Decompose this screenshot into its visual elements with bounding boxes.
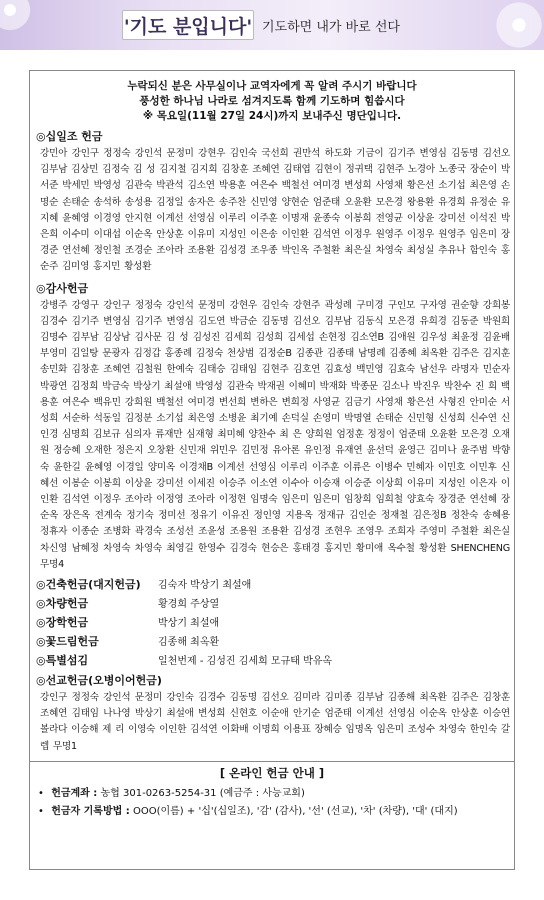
flower-offering-row (36, 633, 514, 649)
method-line (38, 802, 514, 817)
intro-line-3: ※ 목요일(11월 27일 24시)까지 보내주신 명단입니다. (142, 110, 402, 122)
tithe-names: 강민아 강인구 정정숙 강인석 문정미 강현우 김인숙 국선희 권만석 하도화 기금이 김기주 변영심 김동명 김선오 김부남 김상민 김정숙 김 성 김지철 김지희 김창훈 조혜연 김태엽 김현이 정귀택 김현주 노경아 노종국 장순이 박서준 박세민 박영성 김관숙 박관석 김소연 박용훈 여은수 백철선 여미경 변성희 사영채 황은선 소기섭 최은영 손명순 손태순 송석하 송성용 김정일 송자은 송주찬 신민영 양현순 엄준태 오윤환 모은경 왕용환 유경희 유정순 유지혜 윤혜영 이경영 안지현 이계선 선영심 이루리 이주훈 이명재 윤종숙 이봉희 전영균 이상윤 강미선 이석진 박은희 이수미 이대섭 이순옥 안상훈 이유미 지성인 이은송 이인환 김석연 이정우 원영주 이정우 원영주 임은미 장경준 연선혜 정인철 조경순 조아라 조용환 김성경 조우종 박인옥 주철환 최은실 차영숙 최성실 추유나 함인숙 홍순주 김미영 홍지민 황성환 (40, 148, 510, 273)
online-offering-guide (30, 761, 514, 817)
vehicle-offering-value: 황경희 주상열 (158, 599, 220, 611)
vehicle-offering-label: ◎차량헌금 (36, 597, 89, 611)
bullet-icon: • (38, 787, 44, 799)
intro-line-1: 누락되신 분은 사무실이나 교역자에게 꼭 알려 주시기 바랍니다 (127, 80, 417, 92)
thanks-title: ◎감사헌금 (36, 281, 89, 295)
intro (30, 79, 514, 124)
account-value: 농협 301-0263-5254-31 (예금주 : 사능교회) (100, 787, 305, 799)
prayer-list-box (29, 70, 515, 870)
method-value: OOO(이름) + '십'(십일조), '감' (감사), '선' (선교), '차' (차량), '대' (대지) (132, 805, 458, 817)
mission-names: 강인구 정정숙 강인석 문정미 강인숙 김경수 김동명 김선오 김미라 김미종 김부남 김종해 최옥환 김주은 김창훈 조혜연 김태임 나나영 박상기 최설애 변성희 신현호 이순애 안기순 엄준태 이계선 선영심 이순옥 안상훈 이승연 볼라다 이승해 제 리 이영숙 이인한 김석연 이화배 이명희 이용표 장혜승 임명옥 임은미 조성수 차영숙 한인숙 갈 렙 무명1 (40, 692, 510, 752)
building-offering-label: ◎건축헌금(대지헌금) (36, 578, 141, 592)
flower-offering-value: 김종해 최옥환 (158, 637, 220, 649)
special-service-value: 일천번제 - 김성진 김세희 모규태 박유옥 (158, 656, 333, 668)
page-title: '기도 분입니다' (122, 10, 254, 40)
tithe-title: ◎십일조 헌금 (36, 130, 103, 143)
building-offering-value: 김숙자 박상기 최설애 (158, 580, 252, 592)
flower-decoration-icon (0, 0, 50, 50)
scholarship-offering-row (36, 614, 514, 630)
thanks-names: 강병주 강영구 강인구 정정숙 강인석 문정미 강현우 김인숙 강현주 곽성례 구미경 구인모 구자영 권순향 강희봉 김경수 김기주 변영심 김기주 변영심 김도연 박금순 김동명 김선오 김부남 김동식 모은경 유희경 김동준 박원희 김명수 김부남 김상남 김사문 김 성 김성진 김세희 김성희 김세섭 손현정 김소연B 김애원 김우성 최윤정 김윤배 부영미 김일탕 문광자 김정갑 홍종례 김정숙 천상범 김정순B 김종관 김종태 남명례 김종혜 최옥환 김주은 김지훈 송민화 김창훈 조혜연 김철원 한예숙 김태승 김태임 김현주 김호연 김효성 백민영 김효숙 남선우 라명자 민순자 박광연 김정희 박금숙 박상기 최설애 박영성 김관숙 박재권 이혜미 박재화 박종문 김소나 박진우 박찬수 진 희 백용훈 여은수 백유민 강희원 백철선 여미경 변선희 변하은 변희정 사영균 김금기 사영채 황은선 사형진 안미순 서성희 서순하 석동일 김정분 소기섭 최은영 소병윤 최기예 손덕실 손영미 박명열 손태순 신민형 신성희 신수연 신인경 심명희 김보규 심의자 류재만 심재형 최미혜 양찬수 최 은 양희원 엄정훈 정정이 엄준태 오윤환 모은경 오재원 정승혜 오재한 정은지 오창환 신민재 위민우 김민정 유아론 유인정 유재연 윤선덕 윤영근 김미나 윤주범 박향숙 윤한길 윤혜영 이경일 양미옥 이경채B 이계선 선영심 이루리 이주훈 이류은 이병수 민혜자 이민호 이민후 신혜선 이봉순 이봉희 이상윤 강미선 이세진 이승주 이소연 이수아 이승재 이승준 이상희 이유미 지성인 이은자 이인환 김석연 이정우 조아라 이정영 조아라 이정현 임명숙 임은미 임은미 임창희 임희철 양효숙 장경준 연선혜 장순옥 장은옥 전계숙 정기숙 정미선 정유기 이유진 정인영 지용옥 정재규 김인순 정재철 김은정B 정찬숙 송혜용 정휴자 이종순 조병화 곽경숙 조성선 조윤성 조용원 조용환 김성경 조현우 조영우 조희자 주영미 주철환 최은실 차신영 남혜정 차영숙 차영숙 최영길 한영수 김경숙 현승은 홍태경 홍지민 황미애 옥수철 황성환 SHENCHENG 무명4 (40, 299, 510, 570)
scholarship-offering-value: 박상기 최설애 (158, 618, 220, 630)
page-subtitle: 기도하면 내가 바로 선다 (262, 20, 400, 35)
scholarship-offering-label: ◎장학헌금 (36, 616, 89, 630)
vehicle-offering-row (36, 595, 514, 611)
method-label: 헌금자 기록방법 : (51, 805, 130, 817)
online-title: [ 온라인 헌금 안내 ] (219, 765, 325, 780)
account-label: 헌금계좌 : (51, 787, 98, 799)
special-service-row (36, 652, 514, 668)
flower-decoration-icon (474, 0, 544, 50)
mission-title: ◎선교헌금(오병이어헌금) (36, 674, 162, 688)
bullet-icon: • (38, 805, 44, 817)
account-line (38, 784, 514, 799)
special-service-label: ◎특별섬김 (36, 654, 89, 668)
header-banner (0, 0, 544, 50)
intro-line-2: 풍성한 하나님 나라로 섬겨지도록 함께 기도하며 힘씁시다 (139, 95, 405, 107)
flower-offering-label: ◎꽃드림헌금 (36, 635, 99, 649)
building-offering-row (36, 576, 514, 592)
